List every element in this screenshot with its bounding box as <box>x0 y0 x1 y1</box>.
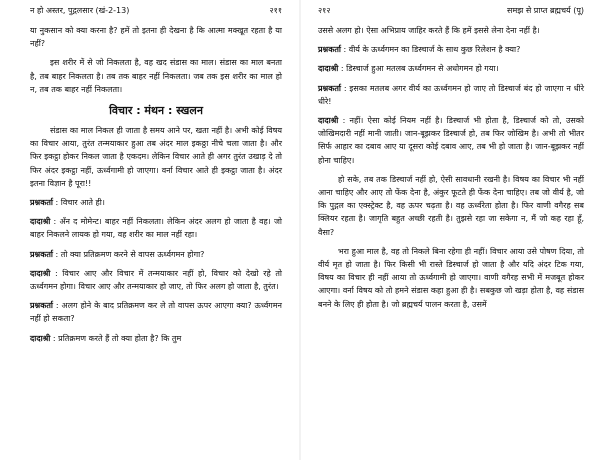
speaker-name: दादाश्री <box>30 333 51 343</box>
dialogue-text: अलग होने के बाद प्रतिक्रमण कर ले तो वापस ऊपर आएगा क्या? ऊर्ध्वगमन नहीं हो सकता? <box>30 301 282 324</box>
dialogue-text: इसका मतलब अगर वीर्य का ऊर्ध्वगमन हो जाए तो डिस्चार्ज बंद हो जाएगा न धीरे धीरे! <box>318 83 585 106</box>
paragraph <box>318 245 584 311</box>
speaker-name: प्रश्नकर्ता <box>30 198 53 208</box>
dialogue-line: दादाश्री : अँन द मोमेन्ट। बाहर नहीं निकलता। लेकिन अंदर अलग हो जाता है वह। जो बाहर निकलने लायक हो गया, वह शरीर का माल नहीं रहा। <box>30 217 283 240</box>
paragraph-text: या नुकसान को क्या करना है? हमें तो इतना ही देखना है कि आत्मा मक्खूत रहता है या नहीं? <box>30 26 282 49</box>
dialogue-line: दादाश्री : प्रतिक्रमण करते हैं तो क्या होता है? कि तुम <box>30 333 182 343</box>
right-page <box>300 0 600 460</box>
paragraph <box>30 24 282 50</box>
paragraph <box>30 124 282 190</box>
paragraph <box>30 56 282 96</box>
speaker-name: प्रश्नकर्ता <box>30 301 53 311</box>
speaker-name: दादाश्री <box>318 116 339 126</box>
paragraph <box>318 24 584 37</box>
left-header-title: न हो अस्तर, पुद्गलसार (खं-2-13) <box>30 6 130 15</box>
dialogue-line: दादाश्री : नहीं। ऐसा कोई नियम नहीं है। डिस्चार्ज भी होता है, डिस्चार्ज को तो, उसको जोखिमदारी नहीं मानी जाती। जान-बूझकर डिस्चार्ज हो, तब फिर जोखिम है। अभी तो भीतर सिर्फ आहार का दबाव आए या दूसरा कोई दबाव आए, तब भी हो जाता है। जान-बूझकर नहीं होना चाहिए। <box>318 116 584 165</box>
right-page-number: २१२ <box>318 6 331 15</box>
dialogue-line: प्रश्नकर्ता : वीर्य के ऊर्ध्वगमन का डिस्चार्ज के साथ कुछ रिलेशन है क्या? <box>318 45 521 55</box>
left-running-head <box>30 4 282 18</box>
speaker-name: दादाश्री <box>30 268 51 278</box>
paragraph-text: भरा हुआ माल है, वह तो निकले बिना रहेगा ही नहीं। विचार आया उसे पोषण दिया, तो वीर्य मृत हो जाता है। फिर किसी भी रास्ते डिस्चार्ज हो जाता है और यदि अंदर टिक गया, विषय का विचार ही नहीं आया तो ऊर्ध्वगामी हो जाएगा। वाणी वगैरह सभी में मजबूत होकर आएगा। वर्ना विषय को तो हमने संडास कहा हुआ ही है। सबकुछ जो खड़ा होता है, वह संडास बनने के लिए ही होता है। जो ब्रह्मचर्य पालन करता है, उसमें <box>318 246 584 309</box>
dialogue-line: प्रश्नकर्ता : इसका मतलब अगर वीर्य का ऊर्ध्वगमन हो जाए तो डिस्चार्ज बंद हो जाएगा न धीरे धीरे! <box>318 83 585 106</box>
dialogue-text: विचार आए और विचार में तन्मयाकार नहीं हो, विचार को देखो रहे तो ऊर्ध्वगमन होगा। विचार आए और तन्मयाकार हो जाए, तो फिर अलग हो जाता है, तुरंत। <box>30 268 282 292</box>
dialogue-line: दादाश्री : विचार आए और विचार में तन्मयाकार नहीं हो, विचार को देखो रहे तो ऊर्ध्वगमन होगा। विचार आए और तन्मयाकार हो जाए, तो फिर अलग हो जाता है, तुरंत। <box>30 268 282 292</box>
dialogue-text: वीर्य के ऊर्ध्वगमन का डिस्चार्ज के साथ कुछ रिलेशन है क्या? <box>348 45 521 55</box>
dialogue-text: तो क्या प्रतिक्रमण करने से वापस ऊर्ध्वगमन होगा? <box>60 249 205 259</box>
speaker-name: दादाश्री <box>30 217 51 227</box>
dialogue-line: प्रश्नकर्ता : अलग होने के बाद प्रतिक्रमण कर ले तो वापस ऊपर आएगा क्या? ऊर्ध्वगमन नहीं हो सकता? <box>30 301 282 324</box>
paragraph <box>318 173 584 239</box>
speaker-name: प्रश्नकर्ता <box>30 249 53 259</box>
paragraph-text: उससे अलग हो। ऐसा अभिप्राय जाहिर करते हैं कि हमें इससे लेना देना नहीं है। <box>318 26 540 35</box>
right-running-head <box>318 4 584 18</box>
speaker-name: प्रश्नकर्ता <box>318 45 341 55</box>
dialogue-line: प्रश्नकर्ता : विचार आते ही। <box>30 198 105 208</box>
paragraph-text: संडास का माल निकल ही जाता है समय आने पर, खता नहीं है। अभी कोई विषय का विचार आया, तुरंत तन्मयाकार हुआ तब अंदर माल इकठ्ठा नीचे चला जाता है। और फिर इकट्ठा होकर निकल जाता है एकदम। लेकिन विचार आते ही अगर तुरंत उखाड़ दे तो फिर अंदर इकट्ठा नहीं, ऊर्ध्वगामी हो जाएगा। वर्ना विचार आते ही इकट्ठा जाता है। अंदर इतना विज्ञान है पूरा!! <box>30 126 282 188</box>
dialogue-text: विचार आते ही। <box>60 198 105 208</box>
dialogue-line: दादाश्री : डिस्चार्ज हुआ मतलब ऊर्ध्वगमन से अधोगमन हो गया। <box>318 64 499 74</box>
dialogue-text: प्रतिक्रमण करते हैं तो क्या होता है? कि तुम <box>58 333 182 343</box>
right-header-title: समझ से प्राप्त ब्रह्मचर्य (पू) <box>507 6 584 15</box>
dialogue-text: अँन द मोमेन्ट। बाहर नहीं निकलता। लेकिन अंदर अलग हो जाता है वह। जो बाहर निकलने लायक हो गया, वह शरीर का माल नहीं रहा। <box>30 217 283 240</box>
dialogue-line: प्रश्नकर्ता : तो क्या प्रतिक्रमण करने से वापस ऊर्ध्वगमन होगा? <box>30 249 205 259</box>
dialogue-text: डिस्चार्ज हुआ मतलब ऊर्ध्वगमन से अधोगमन हो गया। <box>346 64 499 74</box>
paragraph-text: हो सके, तब तक डिस्चार्ज नहीं हो, ऐसी सावधानी रखनी है। विषय का विचार भी नहीं आना चाहिए और आए तो फेंक देना है, अंकुर फूटते ही फेंक देना चाहिए। तब जो वीर्य है, जो कि पुद्गल का एक्स्ट्रेक्ट है, वह ऊपर चढ़ता है। वह ऊर्ध्वरेता होता है। फिर वाणी वगैरह सब क्लियर रहता है। जागृति बहुत अच्छी रहती है। तुझसे रहा जा सकेगा न, मैं जो कह रहा हूँ, वैसा? <box>318 174 584 237</box>
section-heading: विचार : मंथन : स्खलन <box>109 104 203 118</box>
speaker-name: प्रश्नकर्ता <box>318 83 341 93</box>
dialogue-text: नहीं। ऐसा कोई नियम नहीं है। डिस्चार्ज भी होता है, डिस्चार्ज को तो, उसको जोखिमदारी नहीं मानी जाती। जान-बूझकर डिस्चार्ज हो, तब फिर जोखिम है। अभी तो भीतर सिर्फ आहार का दबाव आए या दूसरा कोई दबाव आए, तब भी हो जाता है। जान-बूझकर नहीं होना चाहिए। <box>318 116 584 165</box>
speaker-name: दादाश्री <box>318 64 339 74</box>
left-page-number: २११ <box>269 6 282 15</box>
paragraph-text: इस शरीर में से जो निकलता है, वह खद संडास का माल। संडास का माल बनता है, तब बाहर निकलता है। तब तक बाहर नहीं निकलता। जब तक इस शरीर का माल हो न, तब तक बाहर नहीं निकलता। <box>30 58 282 94</box>
